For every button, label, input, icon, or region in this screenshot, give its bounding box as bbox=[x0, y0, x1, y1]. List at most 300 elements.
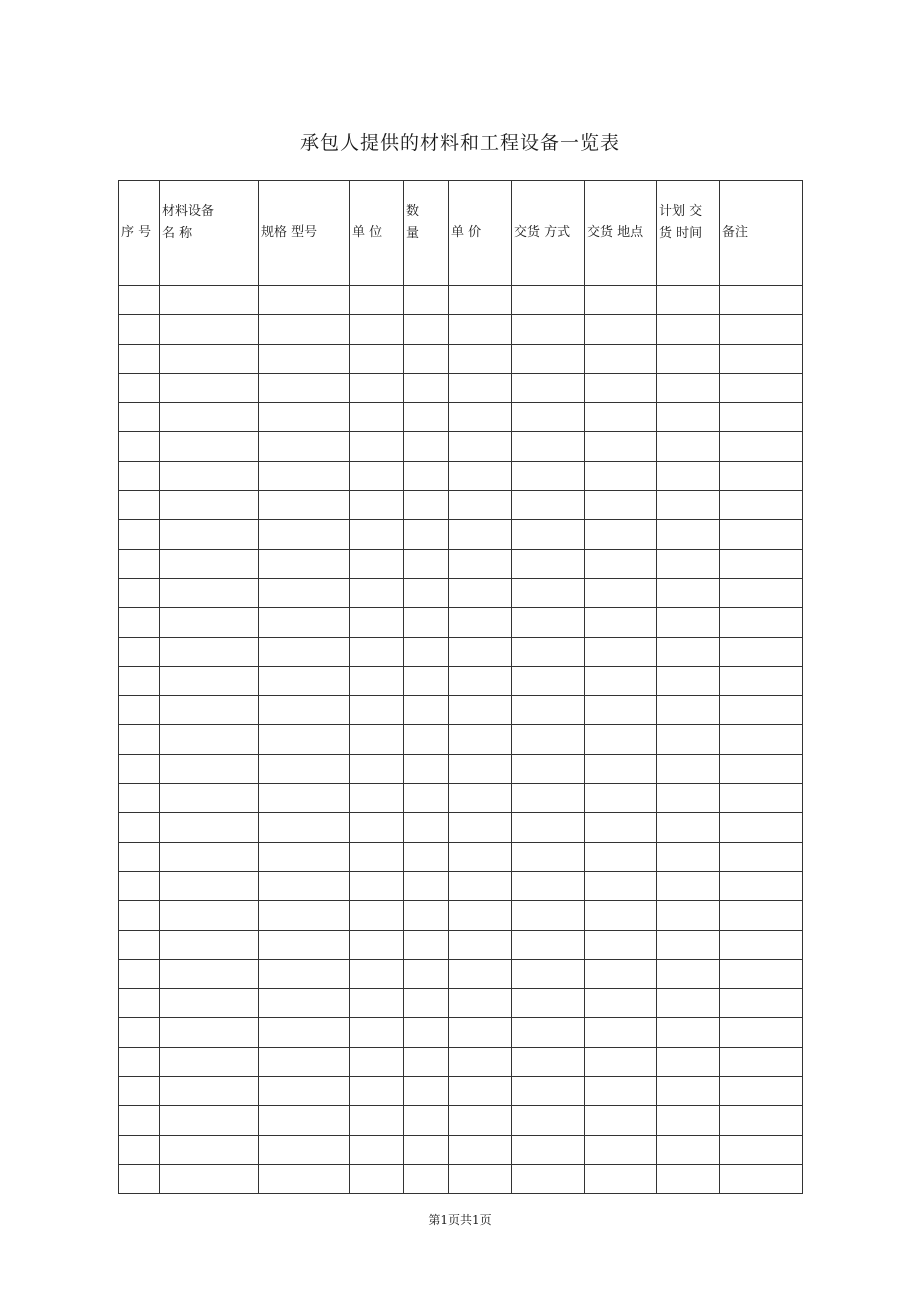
table-cell bbox=[720, 344, 803, 373]
table-cell bbox=[720, 754, 803, 783]
table-cell bbox=[350, 784, 404, 813]
table-row bbox=[119, 784, 803, 813]
header-cell-spec: 规格 型号 bbox=[259, 181, 350, 286]
table-cell bbox=[160, 754, 259, 783]
table-cell bbox=[657, 725, 720, 754]
table-cell bbox=[657, 373, 720, 402]
table-cell bbox=[259, 813, 350, 842]
table-cell bbox=[259, 696, 350, 725]
table-row bbox=[119, 930, 803, 959]
table-cell bbox=[657, 491, 720, 520]
table-row bbox=[119, 1077, 803, 1106]
table-cell bbox=[512, 1018, 585, 1047]
table-cell bbox=[585, 989, 657, 1018]
table-cell bbox=[585, 637, 657, 666]
materials-equipment-table bbox=[118, 180, 803, 1194]
table-row bbox=[119, 1135, 803, 1164]
header-row bbox=[119, 181, 803, 286]
table-cell bbox=[259, 1077, 350, 1106]
table-cell bbox=[350, 989, 404, 1018]
table-cell bbox=[657, 344, 720, 373]
table-cell bbox=[657, 1077, 720, 1106]
page-title: 承包人提供的材料和工程设备一览表 bbox=[299, 132, 620, 154]
table-row bbox=[119, 813, 803, 842]
table-cell bbox=[512, 901, 585, 930]
table-cell bbox=[119, 1018, 160, 1047]
table-cell bbox=[449, 403, 512, 432]
table-cell bbox=[119, 432, 160, 461]
table-cell bbox=[512, 959, 585, 988]
table-cell bbox=[160, 1047, 259, 1076]
table-cell bbox=[657, 1106, 720, 1135]
table-cell bbox=[657, 813, 720, 842]
table-cell bbox=[449, 989, 512, 1018]
table-cell bbox=[350, 491, 404, 520]
table-cell bbox=[259, 901, 350, 930]
table-cell bbox=[259, 666, 350, 695]
table-row bbox=[119, 754, 803, 783]
table-cell bbox=[160, 1106, 259, 1135]
table-cell bbox=[404, 608, 449, 637]
table-cell bbox=[449, 959, 512, 988]
table-cell bbox=[350, 1164, 404, 1193]
table-cell bbox=[512, 608, 585, 637]
table-cell bbox=[119, 1106, 160, 1135]
table-cell bbox=[350, 403, 404, 432]
table-row bbox=[119, 520, 803, 549]
table-cell bbox=[404, 1047, 449, 1076]
table-cell bbox=[119, 784, 160, 813]
table-row bbox=[119, 315, 803, 344]
table-cell bbox=[720, 286, 803, 315]
table-cell bbox=[720, 871, 803, 900]
table-cell bbox=[350, 373, 404, 402]
table-cell bbox=[657, 696, 720, 725]
table-cell bbox=[160, 784, 259, 813]
table-cell bbox=[350, 608, 404, 637]
table-cell bbox=[585, 871, 657, 900]
table-cell bbox=[512, 725, 585, 754]
table-cell bbox=[585, 549, 657, 578]
table-cell bbox=[657, 989, 720, 1018]
table-row bbox=[119, 1164, 803, 1193]
table-cell bbox=[585, 930, 657, 959]
table-cell bbox=[119, 491, 160, 520]
table-cell bbox=[259, 725, 350, 754]
header-cell-name: 材料设备 名 称 bbox=[160, 181, 259, 286]
table-cell bbox=[259, 1018, 350, 1047]
table-cell bbox=[350, 901, 404, 930]
table-cell bbox=[512, 989, 585, 1018]
table-cell bbox=[350, 1018, 404, 1047]
header-cell-delivery-method: 交货 方式 bbox=[512, 181, 585, 286]
table-cell bbox=[585, 315, 657, 344]
table-cell bbox=[585, 286, 657, 315]
table-cell bbox=[657, 1164, 720, 1193]
table-cell bbox=[404, 754, 449, 783]
table-cell bbox=[585, 725, 657, 754]
header-cell-serial: 序 号 bbox=[119, 181, 160, 286]
table-cell bbox=[259, 784, 350, 813]
table-cell bbox=[585, 344, 657, 373]
table-row bbox=[119, 901, 803, 930]
table-cell bbox=[449, 754, 512, 783]
table-cell bbox=[657, 461, 720, 490]
table-cell bbox=[160, 1164, 259, 1193]
table-cell bbox=[512, 578, 585, 607]
table-cell bbox=[720, 461, 803, 490]
table-cell bbox=[160, 403, 259, 432]
table-cell bbox=[720, 403, 803, 432]
table-cell bbox=[404, 344, 449, 373]
table-cell bbox=[657, 403, 720, 432]
table-cell bbox=[160, 1018, 259, 1047]
table-cell bbox=[160, 871, 259, 900]
table-cell bbox=[720, 373, 803, 402]
table-cell bbox=[259, 315, 350, 344]
header-cell-unit: 单 位 bbox=[350, 181, 404, 286]
table-cell bbox=[720, 842, 803, 871]
table-cell bbox=[160, 842, 259, 871]
table-cell bbox=[449, 1047, 512, 1076]
table-cell bbox=[585, 403, 657, 432]
table-row bbox=[119, 871, 803, 900]
table-cell bbox=[657, 1018, 720, 1047]
table-cell bbox=[160, 344, 259, 373]
table-cell bbox=[657, 842, 720, 871]
table-cell bbox=[350, 959, 404, 988]
table-cell bbox=[449, 432, 512, 461]
table-cell bbox=[657, 930, 720, 959]
table-cell bbox=[720, 578, 803, 607]
table-cell bbox=[404, 286, 449, 315]
table-cell bbox=[259, 1106, 350, 1135]
table-cell bbox=[720, 549, 803, 578]
table-cell bbox=[160, 373, 259, 402]
table-cell bbox=[449, 666, 512, 695]
table-cell bbox=[657, 578, 720, 607]
table-cell bbox=[404, 813, 449, 842]
table-cell bbox=[512, 286, 585, 315]
table-cell bbox=[512, 754, 585, 783]
table-cell bbox=[404, 842, 449, 871]
table-row bbox=[119, 403, 803, 432]
table-row bbox=[119, 666, 803, 695]
table-cell bbox=[160, 608, 259, 637]
table-cell bbox=[350, 286, 404, 315]
table-cell bbox=[119, 608, 160, 637]
table-cell bbox=[119, 1164, 160, 1193]
table-cell bbox=[657, 754, 720, 783]
table-cell bbox=[350, 666, 404, 695]
table-cell bbox=[160, 901, 259, 930]
table-cell bbox=[720, 901, 803, 930]
table-cell bbox=[350, 461, 404, 490]
table-cell bbox=[350, 696, 404, 725]
table-cell bbox=[512, 491, 585, 520]
table-cell bbox=[449, 461, 512, 490]
table-cell bbox=[512, 549, 585, 578]
table-cell bbox=[585, 461, 657, 490]
table-cell bbox=[512, 461, 585, 490]
table-cell bbox=[449, 930, 512, 959]
table-cell bbox=[404, 637, 449, 666]
table-cell bbox=[404, 959, 449, 988]
table-cell bbox=[657, 637, 720, 666]
table-cell bbox=[657, 315, 720, 344]
table-cell bbox=[585, 1047, 657, 1076]
table-cell bbox=[259, 754, 350, 783]
table-cell bbox=[512, 520, 585, 549]
table-cell bbox=[404, 1077, 449, 1106]
table-cell bbox=[404, 930, 449, 959]
table-cell bbox=[512, 373, 585, 402]
table-cell bbox=[585, 520, 657, 549]
table-cell bbox=[404, 1164, 449, 1193]
table-row bbox=[119, 1018, 803, 1047]
table-cell bbox=[119, 549, 160, 578]
table-cell bbox=[259, 286, 350, 315]
table-cell bbox=[160, 461, 259, 490]
table-cell bbox=[404, 1106, 449, 1135]
table-cell bbox=[119, 871, 160, 900]
table-cell bbox=[160, 520, 259, 549]
table-cell bbox=[259, 871, 350, 900]
table-cell bbox=[720, 1047, 803, 1076]
table-cell bbox=[350, 930, 404, 959]
table-cell bbox=[449, 608, 512, 637]
table-cell bbox=[449, 696, 512, 725]
table-cell bbox=[160, 813, 259, 842]
table-cell bbox=[449, 725, 512, 754]
table-row bbox=[119, 959, 803, 988]
table-cell bbox=[449, 1135, 512, 1164]
table-cell bbox=[259, 989, 350, 1018]
table-cell bbox=[404, 520, 449, 549]
table-cell bbox=[512, 784, 585, 813]
table-cell bbox=[259, 578, 350, 607]
table-cell bbox=[160, 286, 259, 315]
table-cell bbox=[449, 901, 512, 930]
table-cell bbox=[720, 315, 803, 344]
table-cell bbox=[585, 1018, 657, 1047]
table-cell bbox=[512, 871, 585, 900]
header-cell-delivery-place: 交货 地点 bbox=[585, 181, 657, 286]
table-cell bbox=[404, 549, 449, 578]
table-cell bbox=[449, 520, 512, 549]
table-cell bbox=[720, 608, 803, 637]
table-cell bbox=[449, 286, 512, 315]
table-cell bbox=[160, 725, 259, 754]
table-cell bbox=[119, 901, 160, 930]
table-cell bbox=[119, 666, 160, 695]
table-cell bbox=[449, 1077, 512, 1106]
table-cell bbox=[720, 1106, 803, 1135]
table-cell bbox=[512, 1077, 585, 1106]
table-row bbox=[119, 1047, 803, 1076]
table-cell bbox=[404, 578, 449, 607]
table-cell bbox=[720, 1018, 803, 1047]
table-cell bbox=[720, 1135, 803, 1164]
table-cell bbox=[585, 666, 657, 695]
table-cell bbox=[259, 491, 350, 520]
table-cell bbox=[512, 696, 585, 725]
table-cell bbox=[585, 432, 657, 461]
table-cell bbox=[512, 1106, 585, 1135]
table-cell bbox=[720, 725, 803, 754]
table-cell bbox=[350, 344, 404, 373]
table-cell bbox=[160, 666, 259, 695]
table-cell bbox=[657, 1047, 720, 1076]
table-cell bbox=[512, 432, 585, 461]
table-cell bbox=[720, 520, 803, 549]
table-cell bbox=[160, 578, 259, 607]
table-cell bbox=[720, 1164, 803, 1193]
page-footer: 第1页共1页 bbox=[428, 1213, 492, 1227]
table-cell bbox=[512, 813, 585, 842]
table-cell bbox=[404, 901, 449, 930]
table-cell bbox=[119, 696, 160, 725]
table-cell bbox=[259, 637, 350, 666]
table-row bbox=[119, 989, 803, 1018]
table-cell bbox=[585, 608, 657, 637]
table-cell bbox=[119, 286, 160, 315]
header-cell-unit-price: 单 价 bbox=[449, 181, 512, 286]
table-cell bbox=[512, 1164, 585, 1193]
table-cell bbox=[350, 315, 404, 344]
table-cell bbox=[119, 959, 160, 988]
table-cell bbox=[119, 930, 160, 959]
table-cell bbox=[350, 637, 404, 666]
table-cell bbox=[720, 696, 803, 725]
table-cell bbox=[585, 842, 657, 871]
table-cell bbox=[119, 842, 160, 871]
table-row bbox=[119, 578, 803, 607]
table-body bbox=[119, 286, 803, 1194]
table-cell bbox=[720, 930, 803, 959]
table-cell bbox=[512, 842, 585, 871]
table-cell bbox=[512, 315, 585, 344]
table-cell bbox=[720, 784, 803, 813]
table-cell bbox=[119, 315, 160, 344]
table-cell bbox=[404, 725, 449, 754]
table-cell bbox=[449, 1018, 512, 1047]
table-row bbox=[119, 608, 803, 637]
table-cell bbox=[119, 1135, 160, 1164]
table-cell bbox=[404, 432, 449, 461]
table-cell bbox=[585, 959, 657, 988]
table-cell bbox=[160, 1077, 259, 1106]
table-cell bbox=[720, 959, 803, 988]
table-cell bbox=[119, 1077, 160, 1106]
table-cell bbox=[585, 578, 657, 607]
table-row bbox=[119, 344, 803, 373]
table-row bbox=[119, 842, 803, 871]
table-cell bbox=[585, 1135, 657, 1164]
table-cell bbox=[720, 491, 803, 520]
table-cell bbox=[350, 1047, 404, 1076]
table-cell bbox=[259, 1164, 350, 1193]
table-cell bbox=[720, 1077, 803, 1106]
table-cell bbox=[512, 666, 585, 695]
table-cell bbox=[259, 842, 350, 871]
table-cell bbox=[449, 871, 512, 900]
table-cell bbox=[119, 754, 160, 783]
table-row bbox=[119, 286, 803, 315]
header-cell-delivery-time: 计划 交 货 时间 bbox=[657, 181, 720, 286]
table-cell bbox=[657, 959, 720, 988]
table-cell bbox=[449, 1106, 512, 1135]
table-cell bbox=[119, 813, 160, 842]
table-row bbox=[119, 549, 803, 578]
table-row bbox=[119, 461, 803, 490]
table-cell bbox=[160, 959, 259, 988]
table-cell bbox=[119, 578, 160, 607]
table-cell bbox=[585, 754, 657, 783]
table-cell bbox=[404, 403, 449, 432]
table-cell bbox=[350, 754, 404, 783]
table-cell bbox=[720, 989, 803, 1018]
table-cell bbox=[350, 871, 404, 900]
table-cell bbox=[350, 725, 404, 754]
table-cell bbox=[259, 432, 350, 461]
table-cell bbox=[259, 344, 350, 373]
table-cell bbox=[160, 989, 259, 1018]
table-cell bbox=[404, 871, 449, 900]
table-cell bbox=[720, 813, 803, 842]
table-cell bbox=[259, 403, 350, 432]
table-cell bbox=[404, 696, 449, 725]
table-cell bbox=[350, 1106, 404, 1135]
table-cell bbox=[657, 901, 720, 930]
table-cell bbox=[585, 784, 657, 813]
table-cell bbox=[657, 549, 720, 578]
table-cell bbox=[449, 549, 512, 578]
table-cell bbox=[119, 373, 160, 402]
table-cell bbox=[160, 1135, 259, 1164]
table-cell bbox=[404, 1018, 449, 1047]
table-cell bbox=[657, 666, 720, 695]
table-row bbox=[119, 725, 803, 754]
table-cell bbox=[657, 520, 720, 549]
table-cell bbox=[119, 637, 160, 666]
table-cell bbox=[449, 842, 512, 871]
table-row bbox=[119, 637, 803, 666]
table-cell bbox=[720, 666, 803, 695]
table-cell bbox=[585, 696, 657, 725]
table-cell bbox=[350, 578, 404, 607]
table-cell bbox=[512, 1135, 585, 1164]
table-cell bbox=[160, 696, 259, 725]
table-row bbox=[119, 373, 803, 402]
table-cell bbox=[449, 315, 512, 344]
table-row bbox=[119, 1106, 803, 1135]
table-cell bbox=[350, 520, 404, 549]
table-cell bbox=[404, 461, 449, 490]
table-cell bbox=[449, 813, 512, 842]
table-cell bbox=[657, 871, 720, 900]
table-cell bbox=[350, 842, 404, 871]
table-row bbox=[119, 696, 803, 725]
table-cell bbox=[259, 930, 350, 959]
table-cell bbox=[160, 432, 259, 461]
table-cell bbox=[404, 666, 449, 695]
table-cell bbox=[720, 637, 803, 666]
table-cell bbox=[119, 344, 160, 373]
table-cell bbox=[585, 373, 657, 402]
table-cell bbox=[119, 403, 160, 432]
table-cell bbox=[350, 813, 404, 842]
